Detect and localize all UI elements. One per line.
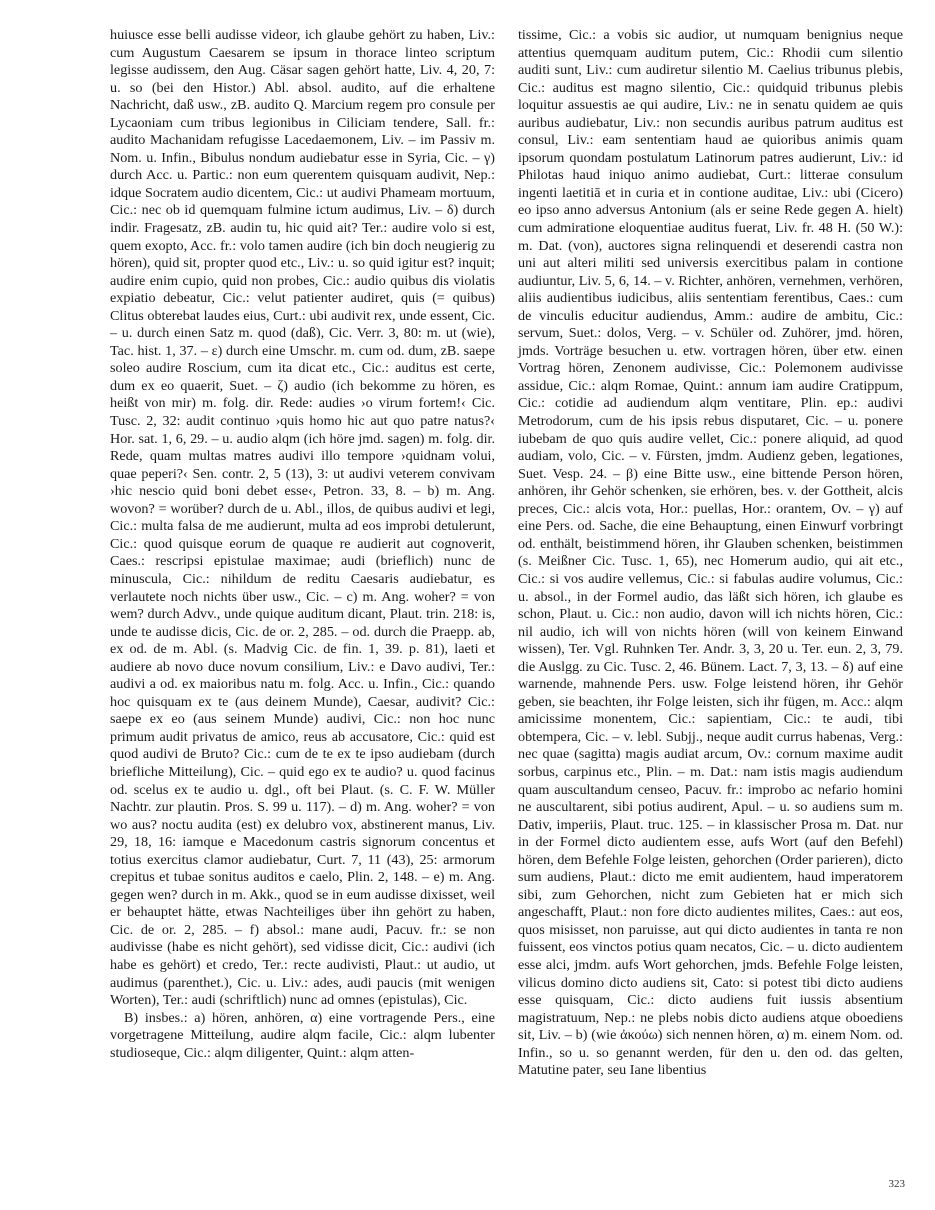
entry-paragraph-section-b: B) insbes.: a) hören, anhören, α) eine vortragende Pers., eine vorgetragene Mitteilung, audire alqm facile, Cic.: alqm lubenter studioseque, Cic.: alqm diligenter, Quint.: alqm atten- (110, 1009, 495, 1061)
left-column (110, 27, 495, 1062)
right-column (518, 27, 903, 1080)
entry-paragraph: tissime, Cic.: a vobis sic audior, ut numquam benignius neque attentius quemquam auditum putem, Cic.: Rhodii cum silentio auditi sunt, Liv.: cum audiretur silentio M. Caelius tribunus plebis, Cic.: auditus est magno silentio, Cic.: quidquid tribunus plebis loquitur assuestis ae qui audire, Liv.: ne in senatu quidem ae quis auribus audiebatur, Liv.: non secundis auribus patrum auditus est consul, Liv.: eam sententiam haud ae quioribus animis quam ipsorum quondam postulatum Latinorum patres audierunt, Liv.: id Philotas haud iniquo animo audiebat, Curt.: litterae consulum ingenti laetitiā et in curia et in contione auditae, Liv.: ubi (Cicero) eo ipso anno adversus Antonium (als er seine Rede gegen A. hielt) cum admiratione eloquentiae auditus fuerat, Liv. fr. 48 H. (50 W.): m. Dat. (von), auctores signa relinquendi et deserendi castra non uni aut alteri militi sed universis exercitibus palam in contione audiuntur, Liv. 5, 6, 14. – v. Richter, anhören, vernehmen, verhören, aliis audientibus iudicibus, aliis sententiam ferentibus, Caes.: cum de vinculis educitur audiendus, Amm.: audire de ambitu, Cic.: servum, Suet.: dolos, Verg. – v. Schüler od. Zuhörer, jmd. hören, jmds. Vorträge besuchen u. etw. vortragen hören, über etw. einen Vortrag hören, Zenonem audivisse, Cic.: Polemonem audivisse assidue, Cic.: alqm Romae, Quint.: annum iam audire Cratippum, Cic.: cotidie ad audiendum alqm ventitare, Plin. ep.: audivi Metrodorum, cum de his ipsis rebus disputaret, Cic. – u. ponere iubebam de quo quis audire vellet, Cic.: ponere aliquid, ad quod audiam, volo, Cic. – v. Fürsten, jmdm. Audienz geben, legationes, Suet. Vesp. 24. – β) eine Bitte usw., eine bittende Person hören, anhören, ihr Gehör schenken, sie erhören, bes. v. der Gottheit, alcis preces, Cic.: alcis vota, Hor.: puellas, Hor.: orantem, Ov. – γ) auf eine Pers. od. Sache, die eine Behauptung, einen Einwurf vorbringt od. enthält, beistimmend hören, ihr Glauben schenken, beistimmen (s. Meißner Cic. Tusc. 1, 65), nec Homerum audio, qui ait etc., Cic.: si vos audire vellemus, Cic.: si fabulas audire volumus, Cic.: u. absol., in der Formel audio, das läßt sich hören, ich glaube es schon, Plaut. u. Cic.: non audio, davon will ich nichts hören, Cic.: nil audio, ich will von nichts hören (will von keinem Einwand wissen), Ter. Vgl. Ruhnken Ter. Andr. 3, 3, 20 u. Ter. eun. 2, 3, 79. die Auslgg. zu Cic. Tusc. 2, 46. Bünem. Lact. 7, 3, 13. – δ) auf eine warnende, mahnende Pers. usw. Folge leistend hören, ihr Gehör geben, sie beachten, ihr Folge leisten, sich ihr fügen, m. Acc.: alqm amicissime monentem, Cic.: sapientiam, Cic.: te audi, tibi obtempera, Cic. – v. lebl. Subjj., neque audit currus habenas, Verg.: nec quae (sagitta) magis audiat arcum, Ov.: cornum maxime audit sorbus, carpinus etc., Plin. – m. Dat.: nam istis magis audiendum quam auscultandum censeo, Pacuv. fr.: improbo ac nefario homini ne auscultarent, sibi potius audirent, Apul. – u. so audiens sum m. Dativ, imperiis, Plaut. truc. 125. – in klassischer Prosa m. Dat. nur in der Formel dicto audientem esse, aufs Wort (auf den Befehl) hören, dem Befehle Folge leisten, gehorchen (Order parieren), dicto sum audiens, Plaut.: dicto me emit audientem, haud imperatorem sibi, zum Gehorchen, nicht zum Gebieten hat er mich sich angeschafft, Plaut.: non fore dicto audientes milites, Caes.: aut eos, quos misisset, non paruisse, aut qui dicto audientes in tanta re non fuissent, eos vinctos potius quam necatos, Cic. – u. dicto audientem esse alci, jmdm. aufs Wort gehorchen, jmds. Befehle Folge leisten, vilicus domino dicto audiens sit, Cato: si potest tibi dicto audiens esse quisquam, Cic.: dicto audiens fuit iussis absentium magistratuum, Nep.: ne plebs nobis dicto audiens atque oboediens sit, Liv. – b) (wie ἀκούω) sich nennen hören, α) m. einem Nom. od. Infin., so u. so genannt werden, für den u. den od. das gelten, Matutine pater, seu Iane libentius (518, 27, 903, 1079)
page-number: 323 (888, 1178, 905, 1190)
entry-paragraph: huiusce esse belli audisse videor, ich glaube gehört zu haben, Liv.: cum Augustum Caesarem se ipsum in thorace linteo scriptum legisse audissem, den Aug. Cäsar sagen gehört hatte, Liv. 4, 20, 7: u. so (bei den Histor.) Abl. absol. audito, auf die erhaltene Nachricht, daß usw., zB. audito Q. Marcium regem pro consule per Lycaoniam cum tribus legionibus in Ciliciam tendere, Sall. fr.: audito Machanidam refugisse Lacedaemonem, Liv. – im Passiv m. Nom. u. Infin., Bibulus nondum audiebatur esse in Syria, Cic. – γ) durch Acc. u. Partic.: non eum querentem quisquam audivit, Nep.: idque Socratem audio dicentem, Cic.: ut audivi Phameam mortuum, Cic.: nec ob id quemquam fulmine ictum audimus, Liv. – δ) durch indir. Fragesatz, zB. audin tu, hic quid ait? Ter.: audire volo si est, quem exopto, Acc. fr.: volo tamen audire (ich bin doch neugierig zu hören), quid sit, propter quod etc., Liv.: u. so quid igitur est? inquit; audire enim cupio, quid non probes, Cic.: audio quibus dis violatis expiatio debeatur, Cic.: velut patienter audiret, quis (= quibus) Clitus obterebat laudes eius, Curt.: ubi audivit rex, unde essent, Cic. – u. durch einen Satz m. quod (daß), Cic. Verr. 3, 80: m. ut (wie), Tac. hist. 1, 37. – ε) durch eine Umschr. m. cum od. dum, zB. saepe soleo audire Roscium, cum ita dicat etc., Cic.: auditus est certe, dum ex eo quaerit, Suet. – ζ) audio (ich bekomme zu hören, es heißt von mir) m. folg. dir. Rede: audies ›o virum fortem!‹ Cic. Tusc. 2, 32: audit continuo ›quis homo hic aut quo patre natus?‹ Hor. sat. 1, 6, 29. – u. audio alqm (ich höre jmd. sagen) m. folg. dir. Rede, quam multas matres audivi illo tempore ›quidnam volui, quae peperi?‹ Sen. contr. 2, 5 (13), 3: ut audivi veterem convivam ›hic nescio quid boni debet esse‹, Petron. 33, 8. – b) m. Ang. wovon? = worüber? durch de u. Abl., illos, de quibus audivi et legi, Cic.: multa falsa de me audierunt, multa ad eos improbi detulerunt, Cic.: quod quisque eorum de quaque re audierit aut cognoverit, Caes.: rescripsi epistulae maximae; audi (brieflich) nunc de minuscula, Cic.: nihildum de reditu Caesaris audiebatur, es verlautete noch nichts über usw., Cic. – c) m. Ang. woher? = von wem? durch Advv., unde quique auditum dicant, Plaut. trin. 218: is, unde te audisse dicis, Cic. de or. 2, 285. – od. durch die Praepp. ab, ex od. de m. Abl. (s. Madvig Cic. de fin. 1, 39. p. 81), laeti et audiere ab novo duce novum consilium, Liv.: e Davo audivi, Ter.: audivi a od. ex maioribus natu m. folg. Acc. u. Infin., Cic.: quando hoc quisquam ex te (aus deinem Munde), Caesar, audivit? Cic.: saepe ex eo (aus seinem Munde) audivi, Cic.: non hoc nunc primum audit privatus de amico, reus ab accusatore, Cic.: quid est quod audivi de Bruto? Cic.: cum de te ex te ipso audiebam (durch briefliche Mitteilung), Cic. – quid ego ex te audio? u. quod facinus od. scelus ex te audio u. dgl., oft bei Plaut. (s. C. F. W. Müller Nachtr. zur plautin. Pros. S. 99 u. 117). – d) m. Ang. woher? = von wo aus? noctu audita (est) ex delubro vox, abstinerent manus, Liv. 29, 18, 16: iamque e Macedonum castris signorum concentus et totius exercitus clamor audiebatur, Curt. 7, 11 (43), 25: armorum crepitus et tubae sonitus auditos e caelo, Plin. 2, 148. – e) m. Ang. gegen wen? durch in m. Akk., quod se in eum audisse dixisset, weil er behauptet hätte, etwas Nachteiliges über ihn gehört zu haben, Cic. de or. 2, 285. – f) absol.: mane audi, Pacuv. fr.: se non audivisse (habe es nicht gehört), sed vidisse dicit, Cic.: audivi (ich habe es gehört) et credo, Ter.: recte audivisti, Plaut.: ut audio, ut audimus (parenthet.), Cic. u. Liv.: ades, audi paucis (mit wenigen Worten), Ter.: audi (schriftlich) nunc ad omnes (epistulas), Cic. (110, 27, 495, 1009)
